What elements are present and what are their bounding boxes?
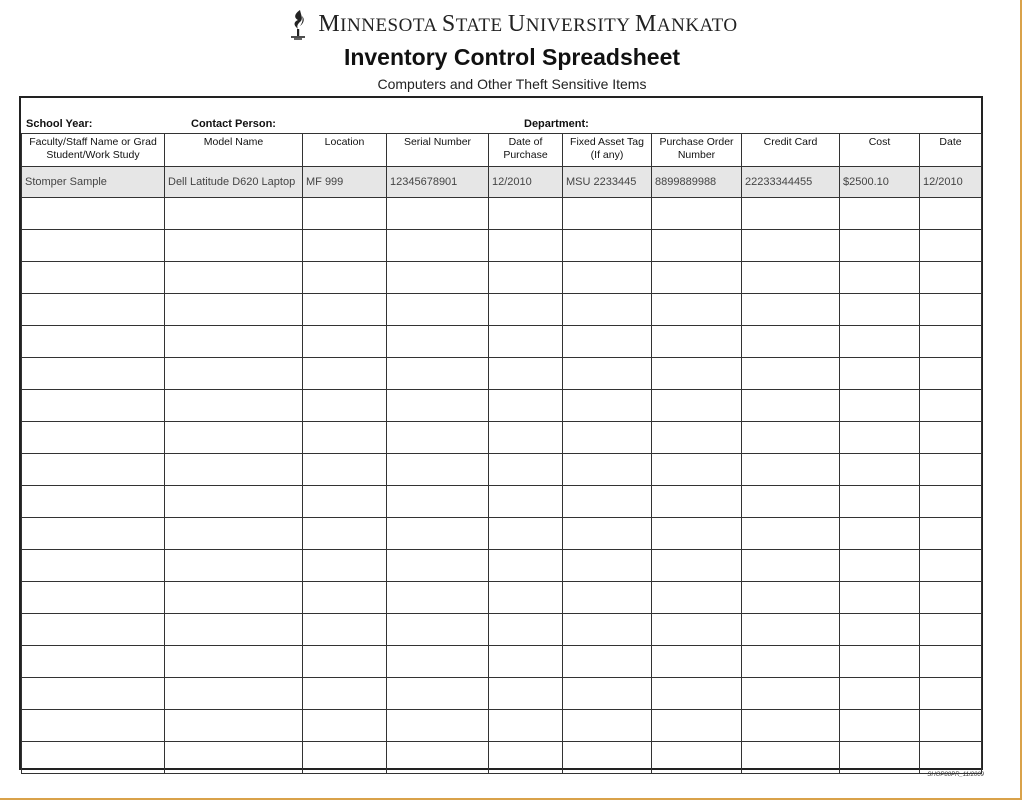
- table-row: [22, 230, 982, 262]
- sample-row: [22, 167, 982, 198]
- table-cell[interactable]: [742, 326, 840, 358]
- table-cell[interactable]: [489, 614, 563, 646]
- table-cell[interactable]: [652, 550, 742, 582]
- table-cell[interactable]: [920, 742, 982, 774]
- table-row: [22, 454, 982, 486]
- table-row: [22, 582, 982, 614]
- table-cell[interactable]: [742, 198, 840, 230]
- sample-cell: Dell Latitude D620 Laptop: [165, 167, 303, 198]
- table-cell[interactable]: [920, 358, 982, 390]
- inventory-table: [21, 133, 982, 774]
- table-cell[interactable]: [563, 198, 652, 230]
- table-cell[interactable]: [920, 614, 982, 646]
- contact-person-label: Contact Person:: [191, 118, 276, 130]
- table-cell[interactable]: [303, 454, 387, 486]
- table-cell[interactable]: [840, 582, 920, 614]
- table-cell[interactable]: [303, 326, 387, 358]
- table-cell[interactable]: [742, 262, 840, 294]
- table-cell[interactable]: [742, 550, 840, 582]
- table-cell[interactable]: [652, 262, 742, 294]
- table-cell[interactable]: [840, 518, 920, 550]
- table-cell[interactable]: [840, 294, 920, 326]
- table-cell[interactable]: [563, 710, 652, 742]
- table-cell[interactable]: [840, 614, 920, 646]
- sample-cell: 12345678901: [387, 167, 489, 198]
- table-cell[interactable]: [563, 582, 652, 614]
- table-cell[interactable]: [840, 262, 920, 294]
- table-cell[interactable]: [303, 486, 387, 518]
- table-cell[interactable]: [652, 518, 742, 550]
- table-cell[interactable]: [387, 262, 489, 294]
- table-row: [22, 198, 982, 230]
- table-cell[interactable]: [563, 230, 652, 262]
- table-cell[interactable]: [22, 550, 165, 582]
- table-cell[interactable]: [563, 646, 652, 678]
- table-cell[interactable]: [563, 614, 652, 646]
- table-cell[interactable]: [387, 486, 489, 518]
- table-cell[interactable]: [387, 198, 489, 230]
- table-cell[interactable]: [920, 326, 982, 358]
- table-cell[interactable]: [22, 678, 165, 710]
- logo-word-2: TATE: [455, 14, 508, 36]
- column-header: Cost: [840, 134, 920, 167]
- table-cell[interactable]: [387, 358, 489, 390]
- table-cell[interactable]: [22, 614, 165, 646]
- table-cell[interactable]: [165, 198, 303, 230]
- torch-flame-icon: [286, 8, 310, 40]
- table-cell[interactable]: [165, 582, 303, 614]
- table-cell[interactable]: [165, 230, 303, 262]
- table-cell[interactable]: [165, 294, 303, 326]
- table-cell[interactable]: [489, 486, 563, 518]
- table-cell[interactable]: [920, 230, 982, 262]
- table-cell[interactable]: [742, 454, 840, 486]
- table-cell[interactable]: [22, 454, 165, 486]
- table-cell[interactable]: [489, 326, 563, 358]
- table-cell[interactable]: [387, 326, 489, 358]
- table-cell[interactable]: [303, 550, 387, 582]
- table-cell[interactable]: [165, 742, 303, 774]
- table-cell[interactable]: [22, 582, 165, 614]
- table-cell[interactable]: [652, 422, 742, 454]
- table-cell[interactable]: [563, 422, 652, 454]
- table-cell[interactable]: [303, 742, 387, 774]
- table-row: [22, 518, 982, 550]
- table-cell[interactable]: [22, 646, 165, 678]
- page-subtitle: Computers and Other Theft Sensitive Items: [377, 76, 647, 92]
- column-header: Date of Purchase: [489, 134, 563, 167]
- table-cell[interactable]: [652, 678, 742, 710]
- table-cell[interactable]: [742, 358, 840, 390]
- table-cell[interactable]: [742, 518, 840, 550]
- table-cell[interactable]: [387, 742, 489, 774]
- table-cell[interactable]: [303, 422, 387, 454]
- table-row: [22, 294, 982, 326]
- sample-cell: 12/2010: [489, 167, 563, 198]
- table-cell[interactable]: [652, 198, 742, 230]
- table-cell[interactable]: [840, 486, 920, 518]
- table-cell[interactable]: [22, 326, 165, 358]
- column-header: Fixed Asset Tag (If any): [563, 134, 652, 167]
- table-cell[interactable]: [489, 390, 563, 422]
- column-header: Serial Number: [387, 134, 489, 167]
- table-cell[interactable]: [303, 230, 387, 262]
- table-cell[interactable]: [742, 486, 840, 518]
- column-header: Credit Card: [742, 134, 840, 167]
- table-cell[interactable]: [387, 390, 489, 422]
- table-cell[interactable]: [387, 646, 489, 678]
- table-cell[interactable]: [22, 742, 165, 774]
- table-cell[interactable]: [920, 678, 982, 710]
- table-cell[interactable]: [303, 582, 387, 614]
- table-cell[interactable]: [387, 678, 489, 710]
- table-cell[interactable]: [165, 454, 303, 486]
- table-cell[interactable]: [489, 294, 563, 326]
- table-cell[interactable]: [387, 550, 489, 582]
- table-cell[interactable]: [742, 294, 840, 326]
- table-cell[interactable]: [22, 486, 165, 518]
- table-cell[interactable]: [652, 710, 742, 742]
- table-cell[interactable]: [22, 230, 165, 262]
- table-cell[interactable]: [165, 358, 303, 390]
- table-cell[interactable]: [652, 614, 742, 646]
- table-cell[interactable]: [489, 358, 563, 390]
- table-cell[interactable]: [652, 390, 742, 422]
- table-cell[interactable]: [489, 230, 563, 262]
- table-cell[interactable]: [489, 678, 563, 710]
- table-cell[interactable]: [920, 454, 982, 486]
- table-row: [22, 358, 982, 390]
- table-cell[interactable]: [840, 358, 920, 390]
- table-cell[interactable]: [22, 262, 165, 294]
- university-logo: [0, 8, 1024, 40]
- table-cell[interactable]: [387, 710, 489, 742]
- table-cell[interactable]: [489, 198, 563, 230]
- table-cell[interactable]: [489, 710, 563, 742]
- table-cell[interactable]: [920, 198, 982, 230]
- table-cell[interactable]: [563, 678, 652, 710]
- table-row: [22, 550, 982, 582]
- table-cell[interactable]: [840, 742, 920, 774]
- table-cell[interactable]: [652, 326, 742, 358]
- table-cell[interactable]: [840, 646, 920, 678]
- table-cell[interactable]: [489, 454, 563, 486]
- sample-cell: MSU 2233445: [563, 167, 652, 198]
- table-cell[interactable]: [840, 390, 920, 422]
- table-cell[interactable]: [920, 262, 982, 294]
- table-row: [22, 486, 982, 518]
- table-cell[interactable]: [920, 294, 982, 326]
- table-cell[interactable]: [652, 646, 742, 678]
- table-cell[interactable]: [920, 646, 982, 678]
- table-cell[interactable]: [489, 550, 563, 582]
- table-cell[interactable]: [652, 486, 742, 518]
- table-cell[interactable]: [652, 358, 742, 390]
- table-cell[interactable]: [840, 326, 920, 358]
- table-cell[interactable]: [387, 422, 489, 454]
- table-cell[interactable]: [563, 326, 652, 358]
- table-cell[interactable]: [303, 646, 387, 678]
- table-row: [22, 742, 982, 774]
- table-cell[interactable]: [742, 646, 840, 678]
- table-cell[interactable]: [165, 326, 303, 358]
- table-cell[interactable]: [563, 262, 652, 294]
- table-cell[interactable]: [303, 390, 387, 422]
- table-cell[interactable]: [165, 518, 303, 550]
- sample-cell: 12/2010: [920, 167, 982, 198]
- sample-cell: 8899889988: [652, 167, 742, 198]
- form-fields-row: [21, 98, 981, 134]
- table-cell[interactable]: [742, 678, 840, 710]
- table-cell[interactable]: [652, 230, 742, 262]
- table-cell[interactable]: [165, 614, 303, 646]
- table-cell[interactable]: [920, 518, 982, 550]
- table-cell[interactable]: [742, 742, 840, 774]
- column-header: Model Name: [165, 134, 303, 167]
- table-cell[interactable]: [387, 518, 489, 550]
- column-header-row: [22, 134, 982, 167]
- table-cell[interactable]: [652, 742, 742, 774]
- column-header: Location: [303, 134, 387, 167]
- table-cell[interactable]: [840, 454, 920, 486]
- table-cell[interactable]: [920, 486, 982, 518]
- department-label: Department:: [524, 118, 589, 130]
- table-cell[interactable]: [563, 358, 652, 390]
- table-cell[interactable]: [303, 518, 387, 550]
- table-cell[interactable]: [22, 294, 165, 326]
- table-cell[interactable]: [840, 710, 920, 742]
- table-cell[interactable]: [387, 294, 489, 326]
- table-cell[interactable]: [387, 582, 489, 614]
- table-cell[interactable]: [563, 518, 652, 550]
- table-row: [22, 710, 982, 742]
- table-cell[interactable]: [303, 358, 387, 390]
- school-year-label: School Year:: [26, 118, 93, 130]
- table-row: [22, 422, 982, 454]
- table-cell[interactable]: [22, 358, 165, 390]
- table-cell[interactable]: [920, 390, 982, 422]
- column-header: Purchase Order Number: [652, 134, 742, 167]
- table-cell[interactable]: [22, 518, 165, 550]
- table-cell[interactable]: [742, 614, 840, 646]
- table-cell[interactable]: [652, 454, 742, 486]
- table-cell[interactable]: [489, 518, 563, 550]
- logo-word-3: NIVERSITY: [525, 14, 636, 36]
- table-cell[interactable]: [652, 294, 742, 326]
- sample-cell: Stomper Sample: [22, 167, 165, 198]
- table-cell[interactable]: [489, 582, 563, 614]
- table-cell[interactable]: [742, 230, 840, 262]
- table-cell[interactable]: [652, 582, 742, 614]
- table-cell[interactable]: [489, 646, 563, 678]
- table-row: [22, 262, 982, 294]
- table-cell[interactable]: [563, 486, 652, 518]
- inventory-sheet: [19, 96, 983, 770]
- table-cell[interactable]: [165, 710, 303, 742]
- column-header: Faculty/Staff Name or Grad Student/Work Study: [22, 134, 165, 167]
- table-cell[interactable]: [165, 678, 303, 710]
- table-cell[interactable]: [920, 550, 982, 582]
- table-cell[interactable]: [22, 710, 165, 742]
- sample-cell: 22233344455: [742, 167, 840, 198]
- table-cell[interactable]: [387, 230, 489, 262]
- table-cell[interactable]: [22, 422, 165, 454]
- table-row: [22, 614, 982, 646]
- table-cell[interactable]: [742, 710, 840, 742]
- table-cell[interactable]: [920, 422, 982, 454]
- table-cell[interactable]: [840, 550, 920, 582]
- table-cell[interactable]: [563, 550, 652, 582]
- table-cell[interactable]: [303, 294, 387, 326]
- table-cell[interactable]: [840, 678, 920, 710]
- table-cell[interactable]: [489, 422, 563, 454]
- table-cell[interactable]: [303, 198, 387, 230]
- table-cell[interactable]: [165, 550, 303, 582]
- table-cell[interactable]: [563, 294, 652, 326]
- page-title: Inventory Control Spreadsheet: [343, 44, 681, 70]
- table-row: [22, 678, 982, 710]
- table-cell[interactable]: [489, 742, 563, 774]
- table-cell[interactable]: [165, 262, 303, 294]
- table-cell[interactable]: [563, 454, 652, 486]
- table-cell[interactable]: [742, 582, 840, 614]
- table-cell[interactable]: [165, 486, 303, 518]
- table-row: [22, 646, 982, 678]
- table-cell[interactable]: [165, 390, 303, 422]
- table-cell[interactable]: [563, 742, 652, 774]
- table-cell[interactable]: [920, 710, 982, 742]
- sample-cell: $2500.10: [840, 167, 920, 198]
- logo-wordmark: MINNESOTA STATE UNIVERSITY MANKATO: [318, 10, 738, 37]
- table-cell[interactable]: [840, 230, 920, 262]
- table-cell[interactable]: [22, 390, 165, 422]
- table-cell[interactable]: [840, 198, 920, 230]
- table-cell[interactable]: [840, 422, 920, 454]
- table-cell[interactable]: [303, 678, 387, 710]
- table-cell[interactable]: [303, 262, 387, 294]
- table-row: [22, 326, 982, 358]
- logo-word-1: INNESOTA: [340, 14, 442, 36]
- table-cell[interactable]: [303, 710, 387, 742]
- table-cell[interactable]: [387, 614, 489, 646]
- column-header: Date: [920, 134, 982, 167]
- table-cell[interactable]: [22, 198, 165, 230]
- table-row: [22, 390, 982, 422]
- table-cell[interactable]: [742, 422, 840, 454]
- table-cell[interactable]: [303, 614, 387, 646]
- table-cell[interactable]: [742, 390, 840, 422]
- form-code: SHOP80PR_11/2009: [927, 772, 984, 778]
- table-cell[interactable]: [387, 454, 489, 486]
- table-cell[interactable]: [165, 422, 303, 454]
- sample-cell: MF 999: [303, 167, 387, 198]
- table-cell[interactable]: [489, 262, 563, 294]
- table-cell[interactable]: [165, 646, 303, 678]
- logo-word-4: ANKATO: [656, 14, 738, 36]
- table-cell[interactable]: [563, 390, 652, 422]
- table-cell[interactable]: [920, 582, 982, 614]
